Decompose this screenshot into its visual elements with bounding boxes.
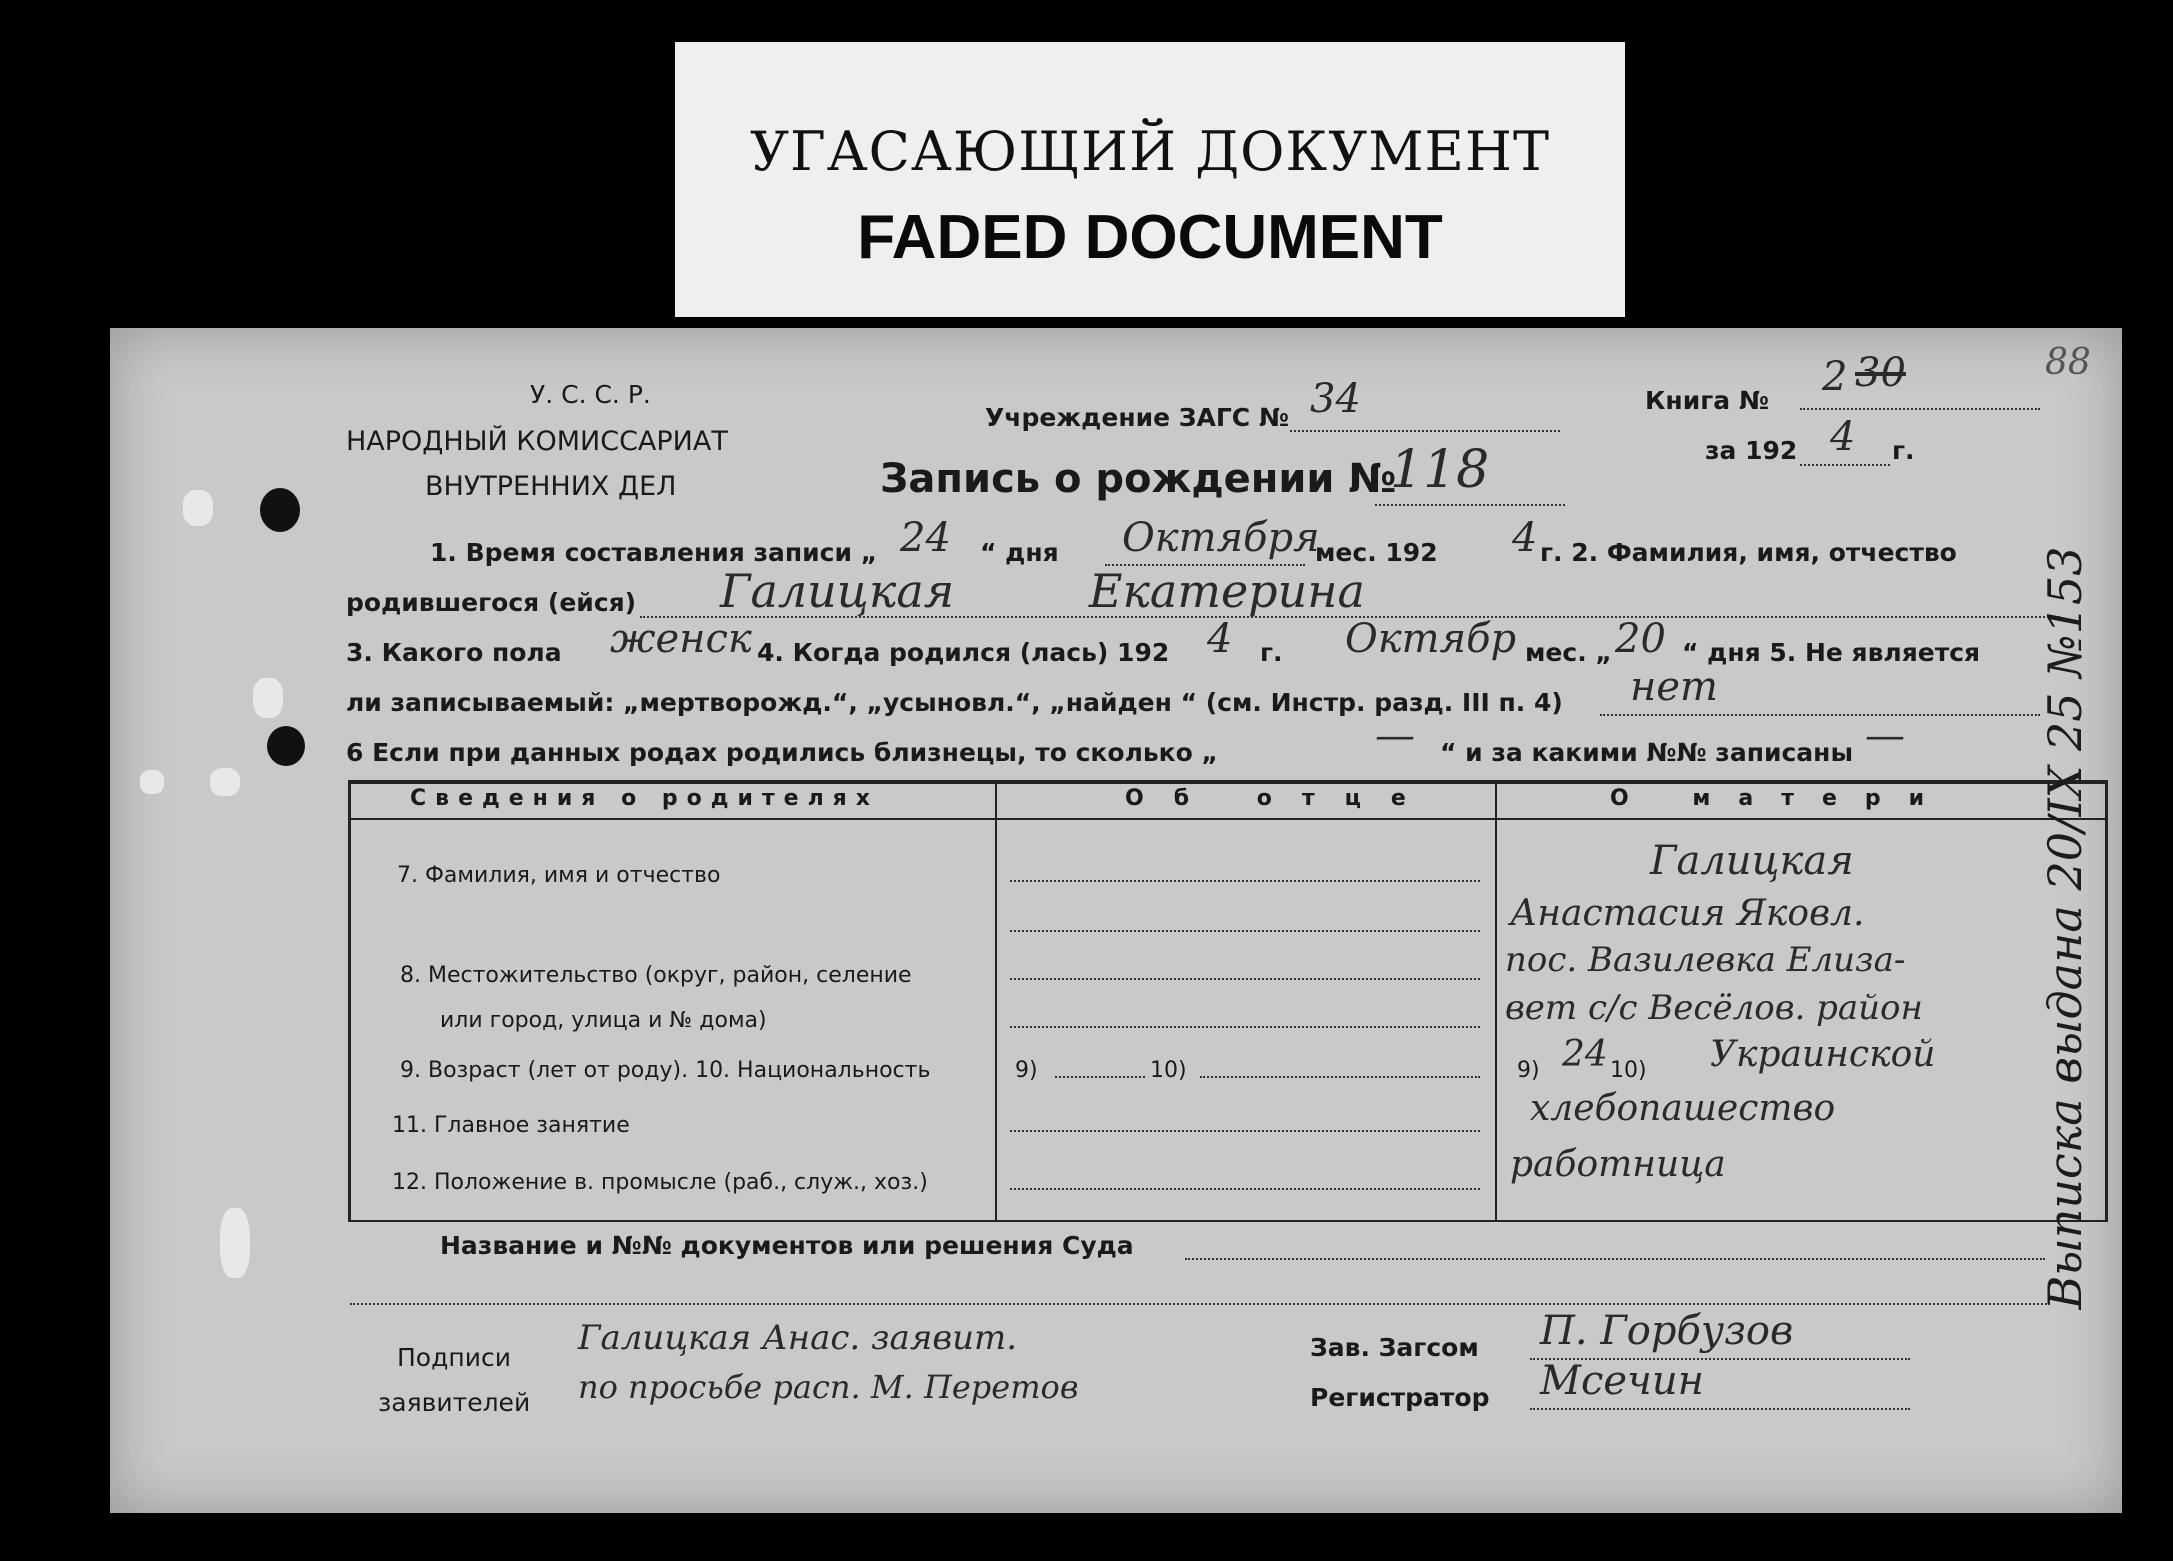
q6-value2: —	[1865, 713, 1905, 759]
birth-record-card	[110, 328, 2122, 1513]
q3-sex: женск	[610, 616, 752, 662]
row12-mother: работница	[1510, 1144, 1726, 1185]
court-line-2	[350, 1303, 2050, 1305]
q3-label: 3. Какого пола	[346, 638, 562, 667]
faded-document-label	[675, 42, 1625, 317]
row7-mother-1: Галицкая	[1650, 838, 1854, 884]
q6-rest: “ и за какими №№ записаны	[1440, 738, 1854, 767]
row11-label: 11. Главное занятие	[392, 1113, 630, 1138]
q6-label: 6 Если при данных родах родились близнецы, то сколько „	[346, 738, 1218, 767]
table-header-mother: О матери	[1610, 786, 1953, 811]
side-note: Выписка выдана 20/IX 25 №153	[2038, 546, 2092, 1310]
q1-day-mid: “ дня	[980, 538, 1059, 567]
signatures-label-2: заявителей	[378, 1388, 531, 1417]
q4-g: г.	[1260, 638, 1283, 667]
row8-label-b: или город, улица и № дома)	[440, 1008, 767, 1033]
table-divider-2	[1495, 780, 1497, 1222]
row9-father-age-line	[1055, 1076, 1145, 1078]
row7-mother-2: Анастасия Яковл.	[1510, 893, 1865, 934]
table-top-border	[348, 780, 2108, 784]
registrar-signature: Мсечин	[1540, 1358, 1705, 1404]
row9-mother-9: 9)	[1517, 1058, 1540, 1083]
ministry-line-2: ВНУТРЕННИХ ДЕЛ	[425, 471, 677, 502]
q1-label: 1. Время составления записи „	[430, 538, 878, 567]
zags-label: Учреждение ЗАГС №	[985, 403, 1289, 432]
row8-label-a: 8. Местожительство (округ, район, селение	[400, 963, 912, 988]
torn-mark	[140, 770, 164, 794]
book-line	[1800, 408, 2040, 410]
torn-mark	[253, 678, 283, 718]
registrar-label: Регистратор	[1310, 1383, 1490, 1412]
row7-father-line	[1010, 880, 1480, 882]
q4-month: Октябр	[1345, 616, 1517, 662]
punch-hole	[260, 488, 300, 532]
book-label: Книга №	[1645, 386, 1769, 415]
table-header-parents: Сведения о родителях	[410, 786, 879, 811]
row8-father-line-2	[1010, 1026, 1480, 1028]
row9-father-10: 10)	[1150, 1058, 1187, 1083]
row12-father-line	[1010, 1188, 1480, 1190]
q4-mes: мес. „	[1525, 638, 1612, 667]
ussr-heading: У. С. С. Р.	[530, 380, 651, 409]
registrar-line	[1530, 1408, 1910, 1410]
zags-line	[1290, 430, 1560, 432]
table-right-border	[2105, 780, 2108, 1222]
row8-mother-2: вет с/с Весёлов. район	[1505, 988, 1923, 1028]
ministry-line-1: НАРОДНЫЙ КОМИССАРИАТ	[346, 426, 728, 457]
label-ru: УГАСАЮЩИЙ ДОКУМЕНТ	[749, 120, 1551, 183]
book-number-crossed: 30	[1855, 350, 1906, 396]
row9-mother-age: 24	[1562, 1034, 1608, 1075]
table-divider-1	[995, 780, 997, 1222]
torn-mark	[220, 1208, 250, 1278]
applicant-signature-2: по просьбе расп. М. Перетов	[578, 1368, 1079, 1406]
record-line	[1375, 504, 1565, 506]
table-header-father: Об отце	[1125, 786, 1436, 811]
signatures-label-1: Подписи	[397, 1343, 511, 1372]
row12-label: 12. Положение в. промысле (раб., служ., хоз.)	[392, 1170, 928, 1195]
table-header-border	[348, 818, 2108, 820]
zags-number: 34	[1310, 376, 1361, 422]
punch-hole	[267, 726, 305, 766]
q5-value: нет	[1630, 664, 1718, 710]
row11-mother: хлебопашество	[1530, 1088, 1836, 1129]
row7-father-line-2	[1010, 930, 1480, 932]
q4-year: 4	[1207, 616, 1233, 662]
row8-mother-1: пос. Вазилевка Елиза-	[1505, 940, 1906, 980]
q5-line	[1600, 714, 2040, 716]
record-number: 118	[1390, 440, 1490, 500]
record-title: Запись о рождении №	[880, 456, 1397, 502]
q1-day: 24	[900, 515, 951, 561]
q1-year: 4	[1512, 515, 1538, 561]
row7-label: 7. Фамилия, имя и отчество	[397, 863, 721, 888]
row9-mother-nationality: Украинской	[1710, 1034, 1936, 1075]
year-line	[1800, 464, 1890, 466]
year-suffix: г.	[1892, 436, 1915, 465]
q1-month: Октября	[1122, 515, 1320, 561]
label-en: FADED DOCUMENT	[857, 203, 1443, 272]
q4-label: 4. Когда родился (лась) 192	[757, 638, 1170, 667]
q1-g: г. 2. Фамилия, имя, отчество	[1540, 538, 1957, 567]
row9-father-9: 9)	[1015, 1058, 1038, 1083]
table-bottom-border	[348, 1220, 2108, 1222]
court-line	[1185, 1258, 2045, 1260]
row11-father-line	[1010, 1130, 1480, 1132]
q5-label: ли записываемый: „мертворожд.“, „усыновл.“, „найден “ (см. Инстр. разд. III п. 4)	[346, 688, 1563, 717]
q2-label: родившегося (ейся)	[346, 588, 637, 617]
book-number: 2	[1822, 354, 1848, 400]
applicant-signature-1: Галицкая Анас. заявит.	[578, 1318, 1018, 1358]
margin-note: 88	[2045, 342, 2091, 383]
table-left-border	[348, 780, 351, 1222]
year-digit: 4	[1830, 414, 1856, 460]
q4-day: 20	[1615, 616, 1666, 662]
q6-value: —	[1375, 713, 1415, 759]
torn-mark	[183, 490, 213, 526]
row9-label: 9. Возраст (лет от роду). 10. Национальность	[400, 1058, 931, 1083]
head-label: Зав. Загсом	[1310, 1333, 1479, 1362]
year-label: за 192	[1705, 436, 1798, 465]
court-label: Название и №№ документов или решения Суда	[440, 1231, 1134, 1260]
head-signature: П. Горбузов	[1540, 1308, 1794, 1354]
torn-mark	[210, 768, 240, 796]
row8-father-line	[1010, 978, 1480, 980]
q2-name: Галицкая Екатерина	[720, 564, 1365, 618]
row9-mother-10: 10)	[1610, 1058, 1647, 1083]
q4-rest: “ дня 5. Не является	[1682, 638, 1981, 667]
row9-father-nat-line	[1200, 1076, 1480, 1078]
q1-mes: мес. 192	[1315, 538, 1438, 567]
